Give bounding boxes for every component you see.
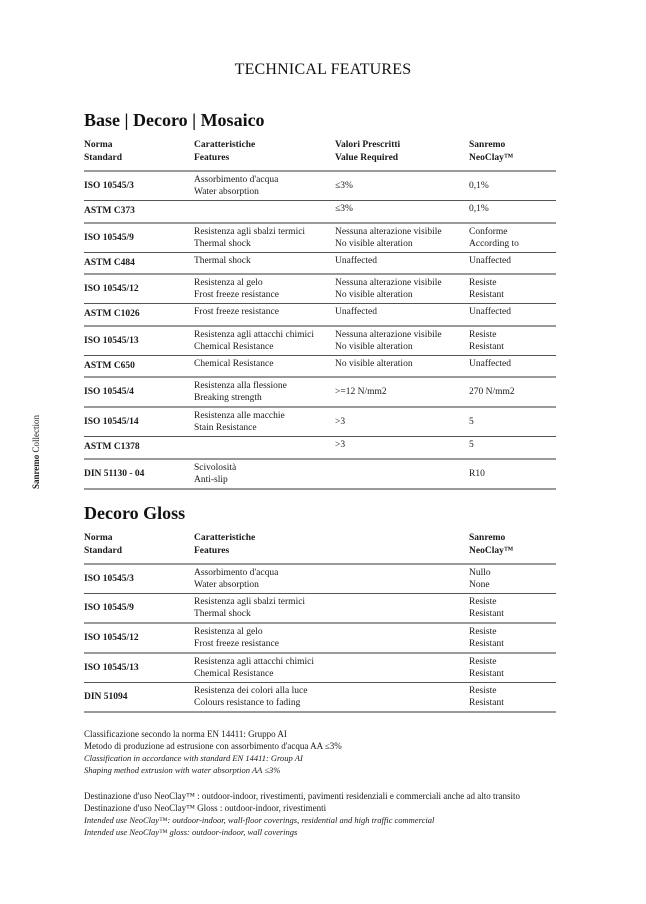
cell-standard: ISO 10545/4	[84, 387, 134, 397]
cell-feature-line: Resistenza alla flessione	[194, 381, 287, 391]
cell-result-line: 5	[469, 417, 474, 427]
table-body-gloss	[84, 564, 556, 712]
table-row	[84, 274, 556, 304]
cell-feature-line: Frost freeze resistance	[194, 639, 279, 649]
cell-result-line: 270 N/mm2	[469, 387, 515, 397]
cell-result-line: Resiste	[469, 657, 497, 667]
header-features: Caratteristiche Features	[194, 140, 256, 163]
cell-feature-line: Colours resistance to fading	[194, 698, 301, 708]
cell-result	[469, 623, 556, 653]
cell-feature	[194, 377, 335, 407]
table-row	[84, 594, 556, 624]
side-label-rest: Collection	[31, 414, 41, 455]
table-header-row	[84, 139, 556, 171]
cell-value-required	[335, 223, 469, 253]
cell-result	[469, 274, 556, 304]
cell-result-line: 0,1%	[469, 204, 489, 214]
side-collection-label	[31, 415, 41, 489]
header-features: Caratteristiche Features	[194, 533, 256, 556]
section-title-base: Base | Decoro | Mosaico	[84, 110, 265, 130]
cell-standard: ISO 10545/9	[84, 232, 134, 243]
cell-result-line: Nullo	[469, 568, 491, 578]
cell-standard: ISO 10545/13	[84, 335, 139, 346]
cell-feature-line: Resistenza dei colori alla luce	[194, 686, 308, 696]
cell-standard: DIN 51094	[84, 692, 128, 702]
cell-result-line: Resiste	[469, 329, 497, 340]
cell-result-line: None	[469, 580, 490, 590]
cell-result	[469, 564, 556, 594]
cell-feature-line: Stain Resistance	[194, 423, 257, 433]
note-line: Destinazione d'uso NeoClay™ Gloss : outdoor-indoor, rivestimenti	[84, 803, 327, 813]
cell-value-required-line: No visible alteration	[335, 290, 413, 300]
cell-standard: ISO 10545/3	[84, 181, 134, 191]
header-empty	[335, 532, 469, 564]
cell-standard: ASTM C373	[84, 206, 135, 217]
cell-result	[469, 355, 556, 377]
cell-value-required	[335, 171, 469, 201]
cell-value-required	[335, 407, 469, 437]
cell-result-line: Resistant	[469, 698, 504, 708]
cell-standard: ISO 10545/9	[84, 603, 134, 613]
table-row	[84, 564, 556, 594]
cell-value-required	[335, 252, 469, 274]
cell-standard: ASTM C484	[84, 257, 135, 268]
cell-result-line: Resistant	[469, 341, 504, 352]
cell-value-required-line: >3	[335, 417, 346, 427]
cell-feature	[194, 437, 335, 459]
cell-result-line: Resiste	[469, 597, 497, 607]
cell-result	[469, 653, 556, 683]
header-standard: Norma Standard	[84, 140, 123, 163]
header-value-required: Valori Prescritti Value Required	[335, 140, 401, 163]
note-line: Shaping method extrusion with water absorption AA ≤3%	[84, 765, 281, 775]
cell-result-line: Resistant	[469, 290, 504, 300]
section-title-gloss: Decoro Gloss	[84, 503, 186, 523]
cell-value-required	[335, 304, 469, 326]
table-row	[84, 459, 556, 489]
cell-result-line: Resistant	[469, 669, 504, 679]
cell-result	[469, 594, 556, 624]
cell-value-required-line: ≤3%	[335, 204, 353, 214]
cell-result-line: 5	[469, 440, 474, 450]
cell-result	[469, 459, 556, 489]
cell-feature	[194, 564, 335, 594]
note-line: Classificazione secondo la norma EN 14411: Gruppo AI	[84, 729, 287, 739]
cell-value-required-line: ≤3%	[335, 181, 353, 191]
cell-feature-line: Resistenza al gelo	[194, 278, 263, 288]
cell-feature	[194, 683, 335, 713]
cell-feature-line: Resistenza agli attacchi chimici	[194, 657, 315, 667]
cell-value-required-line: Nessuna alterazione visibile	[335, 278, 442, 288]
note-line: Intended use NeoClay™ gloss: outdoor-indoor, wall coverings	[84, 827, 298, 837]
cell-feature-line: Resistenza agli sbalzi termici	[194, 597, 306, 607]
cell-feature	[194, 252, 335, 274]
cell-value-required	[335, 564, 469, 594]
table-row	[84, 252, 556, 274]
cell-result	[469, 377, 556, 407]
cell-value-required	[335, 326, 469, 356]
header-standard: Norma Standard	[84, 533, 123, 556]
cell-value-required	[335, 377, 469, 407]
cell-result-line: Resiste	[469, 278, 497, 288]
cell-standard: ISO 10545/13	[84, 663, 139, 673]
cell-value-required-line: Nessuna alterazione visibile	[335, 329, 442, 340]
cell-result	[469, 326, 556, 356]
cell-feature	[194, 355, 335, 377]
cell-result-line: Resiste	[469, 686, 497, 696]
cell-result	[469, 683, 556, 713]
cell-standard: ISO 10545/12	[84, 284, 139, 294]
cell-result	[469, 171, 556, 201]
cell-feature	[194, 304, 335, 326]
cell-result-line: According to	[469, 238, 519, 249]
cell-feature	[194, 201, 335, 223]
cell-result-line: Unaffected	[469, 358, 512, 369]
intended-use-notes	[84, 790, 564, 838]
cell-feature-line: Frost freeze resistance	[194, 290, 279, 300]
cell-feature	[194, 326, 335, 356]
section-base	[84, 109, 556, 490]
note-line: Destinazione d'uso NeoClay™ : outdoor-indoor, rivestimenti, pavimenti residenziali e commerciali anche ad alto transito	[84, 791, 521, 801]
cell-feature	[194, 653, 335, 683]
cell-standard: DIN 51130 - 04	[84, 468, 145, 479]
page-title: TECHNICAL FEATURES	[234, 61, 412, 78]
cell-feature	[194, 171, 335, 201]
cell-result-line: Resiste	[469, 627, 497, 637]
cell-standard: ISO 10545/12	[84, 633, 139, 643]
header-sanremo-neoclay: Sanremo NeoClay™	[469, 533, 514, 556]
side-label-brand: Sanremo	[31, 454, 41, 490]
cell-result-line: R10	[469, 468, 485, 479]
cell-value-required-line: >=12 N/mm2	[335, 387, 387, 397]
cell-feature-line: Breaking strength	[194, 393, 262, 403]
cell-result-line: 0,1%	[469, 181, 489, 191]
table-row	[84, 304, 556, 326]
table-row	[84, 623, 556, 653]
cell-feature	[194, 407, 335, 437]
cell-standard: ISO 10545/3	[84, 574, 134, 584]
cell-feature-line: Resistenza agli attacchi chimici	[194, 329, 315, 340]
cell-feature-line: Resistenza alle macchie	[194, 411, 285, 421]
table-row	[84, 377, 556, 407]
cell-feature-line: Chemical Resistance	[194, 669, 274, 679]
cell-value-required-line: >3	[335, 440, 346, 450]
table-row	[84, 171, 556, 201]
cell-feature-line: Frost freeze resistance	[194, 307, 279, 317]
cell-value-required	[335, 683, 469, 713]
cell-feature	[194, 223, 335, 253]
cell-feature-line: Water absorption	[194, 187, 259, 197]
cell-value-required	[335, 201, 469, 223]
header-sanremo-neoclay: Sanremo NeoClay™	[469, 140, 514, 163]
cell-result	[469, 304, 556, 326]
table-row	[84, 326, 556, 356]
spec-table-gloss	[84, 532, 556, 713]
cell-feature-line: Chemical Resistance	[194, 358, 274, 369]
cell-value-required	[335, 274, 469, 304]
cell-result	[469, 201, 556, 223]
note-line: Intended use NeoClay™: outdoor-indoor, wall-floor coverings, residential and high traffic commercial	[84, 815, 435, 825]
section-gloss	[84, 502, 556, 713]
cell-feature-line: Scivolosità	[194, 462, 237, 473]
cell-feature-line: Assorbimento d'acqua	[194, 568, 279, 578]
cell-value-required-line: Unaffected	[335, 307, 378, 317]
table-header-row	[84, 532, 556, 564]
note-line: Metodo di produzione ad estrusione con assorbimento d'acqua AA ≤3%	[84, 741, 342, 751]
cell-result	[469, 223, 556, 253]
cell-value-required-line: Unaffected	[335, 255, 378, 266]
cell-value-required	[335, 355, 469, 377]
cell-feature-line: Chemical Resistance	[194, 341, 274, 352]
table-row	[84, 407, 556, 437]
table-row	[84, 201, 556, 223]
note-line: Classification in accordance with standard EN 14411: Group AI	[84, 753, 303, 763]
table-body-base	[84, 171, 556, 489]
cell-value-required-line: Nessuna alterazione visibile	[335, 226, 442, 237]
table-row	[84, 223, 556, 253]
cell-value-required	[335, 459, 469, 489]
cell-value-required	[335, 437, 469, 459]
cell-result-line: Unaffected	[469, 255, 512, 266]
cell-feature-line: Assorbimento d'acqua	[194, 175, 279, 185]
cell-value-required	[335, 653, 469, 683]
cell-result	[469, 252, 556, 274]
table-row	[84, 653, 556, 683]
cell-feature	[194, 594, 335, 624]
cell-result-line: Resistant	[469, 639, 504, 649]
cell-value-required	[335, 594, 469, 624]
cell-standard: ISO 10545/14	[84, 417, 139, 427]
table-row	[84, 437, 556, 459]
cell-result-line: Conforme	[469, 226, 508, 237]
spec-table-base	[84, 139, 556, 490]
cell-feature-line: Thermal shock	[194, 238, 251, 249]
table-row	[84, 683, 556, 713]
cell-feature-line: Water absorption	[194, 580, 259, 590]
cell-standard: ASTM C1378	[84, 442, 140, 453]
cell-feature	[194, 274, 335, 304]
cell-feature-line: Resistenza al gelo	[194, 627, 263, 637]
cell-feature-line: Thermal shock	[194, 255, 251, 266]
cell-standard: ASTM C1026	[84, 309, 140, 320]
cell-result-line: Resistant	[469, 609, 504, 619]
cell-value-required-line: No visible alteration	[335, 341, 413, 352]
cell-value-required-line: No visible alteration	[335, 358, 413, 369]
table-row	[84, 355, 556, 377]
cell-feature-line: Anti-slip	[194, 474, 228, 485]
classification-notes	[84, 728, 564, 776]
cell-feature	[194, 459, 335, 489]
cell-value-required	[335, 623, 469, 653]
cell-value-required-line: No visible alteration	[335, 238, 413, 249]
cell-result	[469, 437, 556, 459]
cell-feature	[194, 623, 335, 653]
cell-feature-line: Thermal shock	[194, 609, 251, 619]
cell-standard: ASTM C650	[84, 360, 135, 371]
cell-feature-line: Resistenza agli sbalzi termici	[194, 226, 306, 237]
cell-result-line: Unaffected	[469, 307, 512, 317]
cell-result	[469, 407, 556, 437]
